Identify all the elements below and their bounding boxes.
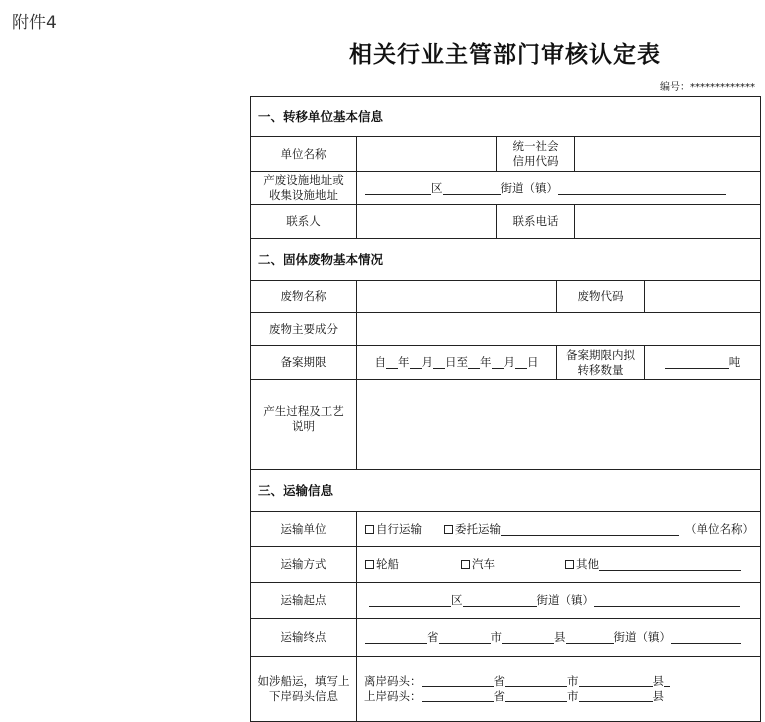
credit-code-label bbox=[496, 137, 574, 171]
transport-mode-label: 运输方式 bbox=[280, 557, 327, 571]
transport-mode-field bbox=[356, 547, 760, 582]
transfer-qty-label-line2: 转移数量 bbox=[577, 362, 624, 377]
transfer-qty-label bbox=[556, 346, 644, 379]
address-label bbox=[251, 172, 356, 204]
phone-label: 联系电话 bbox=[496, 205, 574, 238]
phone-field[interactable] bbox=[574, 205, 760, 238]
section-3-row bbox=[251, 470, 760, 512]
depart-wharf-label: 离岸码头： bbox=[364, 674, 422, 688]
entrusted-transport-label: 委托运输 bbox=[455, 521, 501, 536]
origin-row bbox=[251, 583, 760, 619]
other-label: 其他 bbox=[576, 557, 599, 571]
record-period-label: 备案期限 bbox=[280, 355, 327, 369]
credit-code-field[interactable] bbox=[574, 137, 760, 171]
waste-name-row bbox=[251, 281, 760, 313]
dest-county-label: 县 bbox=[554, 630, 566, 644]
section-3-heading: 三、运输信息 bbox=[258, 483, 334, 498]
section-1-row bbox=[251, 97, 760, 137]
transfer-qty-label-line1: 备案期限内拟 bbox=[566, 347, 635, 362]
contact-field[interactable] bbox=[356, 205, 496, 238]
period-year-2: 年 bbox=[480, 355, 492, 369]
process-label-line2: 说明 bbox=[292, 419, 315, 433]
record-period-field[interactable] bbox=[356, 346, 556, 379]
section-2-row bbox=[251, 239, 760, 281]
self-transport-checkbox[interactable] bbox=[365, 525, 374, 534]
credit-code-label-line2: 信用代码 bbox=[512, 154, 559, 168]
other-mode-field[interactable] bbox=[599, 558, 741, 571]
unit-name-field[interactable] bbox=[356, 137, 496, 171]
address-label-line1: 产废设施地址或 bbox=[263, 173, 344, 187]
process-field[interactable] bbox=[356, 380, 760, 469]
transfer-qty-field[interactable] bbox=[644, 346, 760, 379]
process-label bbox=[251, 380, 356, 469]
process-label-line1: 产生过程及工艺 bbox=[263, 404, 344, 418]
period-from: 自 bbox=[374, 355, 386, 369]
ship-label: 轮船 bbox=[376, 557, 399, 571]
period-month-1: 月 bbox=[421, 355, 433, 369]
unit-name-note: （单位名称） bbox=[685, 521, 754, 536]
origin-label: 运输起点 bbox=[280, 593, 327, 607]
ton-unit: 吨 bbox=[728, 355, 741, 369]
wharf-label-line1: 如涉船运，填写上 bbox=[257, 674, 350, 688]
destination-label: 运输终点 bbox=[280, 630, 327, 644]
other-checkbox[interactable] bbox=[565, 560, 574, 569]
wharf-row bbox=[251, 657, 760, 721]
process-row bbox=[251, 380, 760, 470]
depart-province-label: 省 bbox=[493, 674, 505, 688]
transport-mode-row bbox=[251, 547, 760, 583]
waste-code-label: 废物代码 bbox=[556, 281, 644, 312]
section-1-heading: 一、转移单位基本信息 bbox=[258, 109, 384, 124]
destination-field[interactable] bbox=[356, 619, 760, 656]
wharf-field bbox=[356, 657, 760, 721]
waste-name-field[interactable] bbox=[356, 281, 556, 312]
entrusted-unit-field[interactable] bbox=[501, 523, 679, 536]
arrive-county-label: 县 bbox=[652, 689, 664, 703]
record-period-row bbox=[251, 346, 760, 380]
origin-street-label: 街道（镇） bbox=[536, 593, 594, 607]
dest-street-label: 街道（镇） bbox=[613, 630, 671, 644]
address-street-label: 街道（镇） bbox=[500, 180, 558, 195]
credit-code-label-line1: 统一社会 bbox=[512, 139, 559, 153]
car-label: 汽车 bbox=[472, 557, 495, 571]
transport-unit-field bbox=[356, 512, 760, 546]
address-district-label: 区 bbox=[431, 180, 443, 195]
period-month-2: 月 bbox=[503, 355, 515, 369]
ship-checkbox[interactable] bbox=[365, 560, 374, 569]
main-component-label: 废物主要成分 bbox=[269, 321, 338, 336]
depart-county-label: 县 bbox=[652, 674, 664, 688]
origin-field[interactable] bbox=[356, 583, 760, 618]
period-day-to: 日至 bbox=[445, 355, 468, 369]
contact-row bbox=[251, 205, 760, 239]
unit-name-row bbox=[251, 137, 760, 172]
address-field[interactable] bbox=[356, 172, 760, 204]
transport-unit-row bbox=[251, 512, 760, 547]
unit-name-label: 单位名称 bbox=[280, 146, 327, 161]
arrive-city-label: 市 bbox=[567, 689, 579, 703]
entrusted-transport-checkbox[interactable] bbox=[444, 525, 453, 534]
main-component-row bbox=[251, 313, 760, 346]
transport-unit-label: 运输单位 bbox=[280, 521, 327, 536]
period-day-end: 日 bbox=[527, 355, 539, 369]
depart-wharf-line[interactable] bbox=[364, 674, 670, 689]
serial-number: 编号：************* bbox=[660, 82, 755, 93]
review-form-table bbox=[250, 96, 761, 722]
car-checkbox[interactable] bbox=[461, 560, 470, 569]
arrive-wharf-label: 上岸码头： bbox=[364, 689, 422, 703]
waste-name-label: 废物名称 bbox=[280, 289, 327, 303]
wharf-label bbox=[251, 657, 356, 721]
dest-city-label: 市 bbox=[490, 630, 502, 644]
origin-district-label: 区 bbox=[451, 593, 463, 607]
page-title: 相关行业主管部门审核认定表 bbox=[349, 41, 661, 68]
depart-city-label: 市 bbox=[567, 674, 579, 688]
section-2-heading: 二、固体废物基本情况 bbox=[258, 252, 384, 267]
dest-province-label: 省 bbox=[427, 630, 439, 644]
arrive-wharf-line[interactable] bbox=[364, 689, 664, 704]
attachment-label: 附件4 bbox=[12, 13, 57, 33]
destination-row bbox=[251, 619, 760, 657]
self-transport-label: 自行运输 bbox=[376, 521, 422, 536]
address-label-line2: 收集设施地址 bbox=[269, 188, 338, 202]
contact-label: 联系人 bbox=[286, 214, 321, 228]
waste-code-field[interactable] bbox=[644, 281, 760, 312]
arrive-province-label: 省 bbox=[493, 689, 505, 703]
period-year-1: 年 bbox=[398, 355, 410, 369]
main-component-field[interactable] bbox=[356, 313, 760, 345]
address-row bbox=[251, 172, 760, 205]
wharf-label-line2: 下岸码头信息 bbox=[269, 689, 338, 703]
